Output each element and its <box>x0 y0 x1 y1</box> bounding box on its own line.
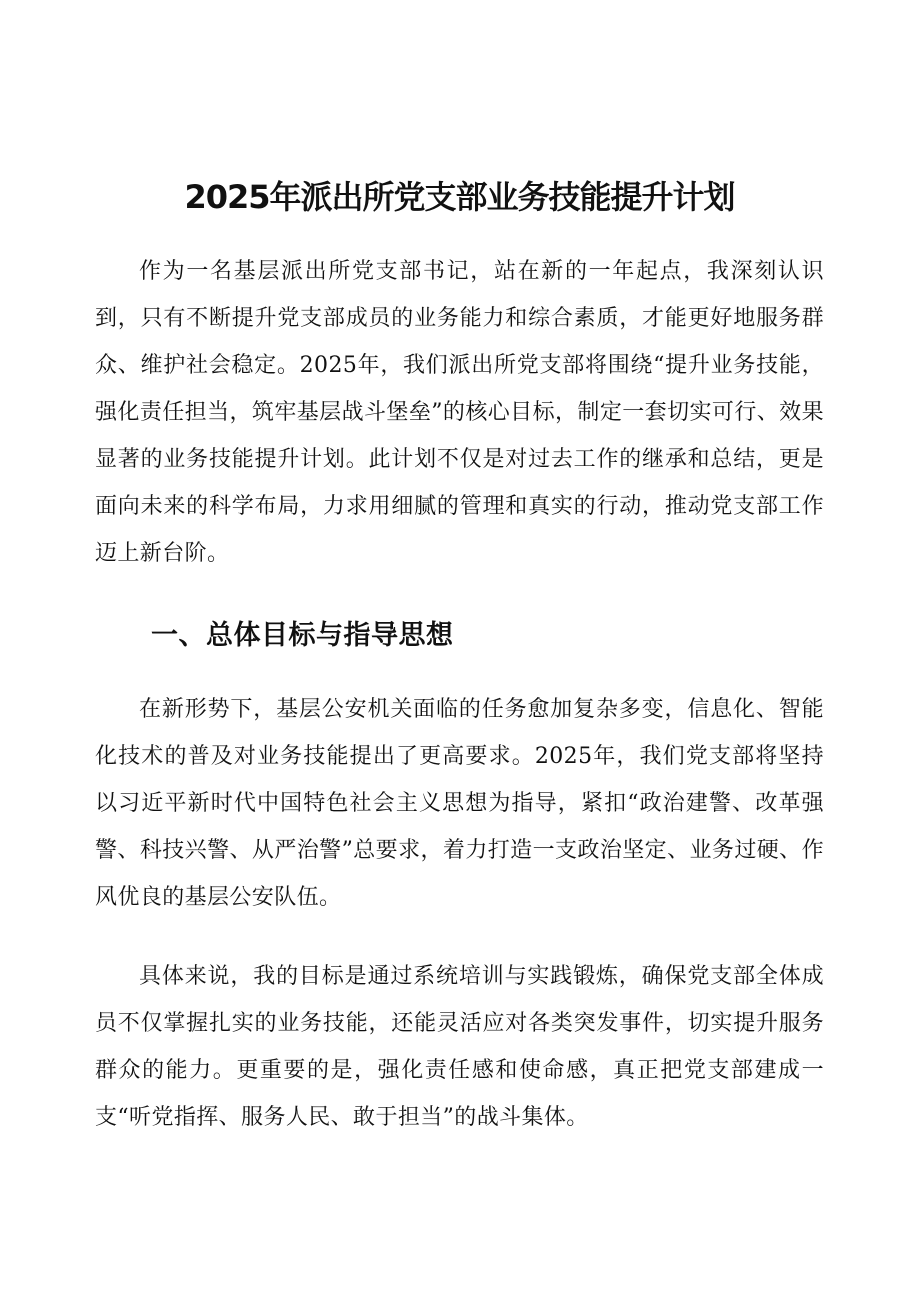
document-title: 2025年派出所党支部业务技能提升计划 <box>184 178 735 216</box>
section-paragraph: 在新形势下，基层公安机关面临的任务愈加复杂多变，信息化、智能化技术的普及对业务技能提出了更高要求。2025年，我们党支部将坚持以习近平新时代中国特色社会主义思想为指导，紧扣“政治建警、改革强警、科技兴警、从严治警”总要求，着力打造一支政治坚定、业务过硬、作风优良的基层公安队伍。 <box>95 697 824 910</box>
section-paragraph: 具体来说，我的目标是通过系统培训与实践锻炼，确保党支部全体成员不仅掌握扎实的业务技能，还能灵活应对各类突发事件，切实提升服务群众的能力。更重要的是，强化责任感和使命感，真正把党支部建成一支“听党指挥、服务人民、敢于担当”的战斗集体。 <box>95 964 824 1130</box>
section-heading: 一、总体目标与指导思想 <box>151 620 454 651</box>
intro-paragraph: 作为一名基层派出所党支部书记，站在新的一年起点，我深刻认识到，只有不断提升党支部成员的业务能力和综合素质，才能更好地服务群众、维护社会稳定。2025年，我们派出所党支部将围绕“提升业务技能，强化责任担当，筑牢基层战斗堡垒”的核心目标，制定一套切实可行、效果显著的业务技能提升计划。此计划不仅是对过去工作的继承和总结，更是面向未来的科学布局，力求用细腻的管理和真实的行动，推动党支部工作迈上新台阶。 <box>95 259 824 566</box>
